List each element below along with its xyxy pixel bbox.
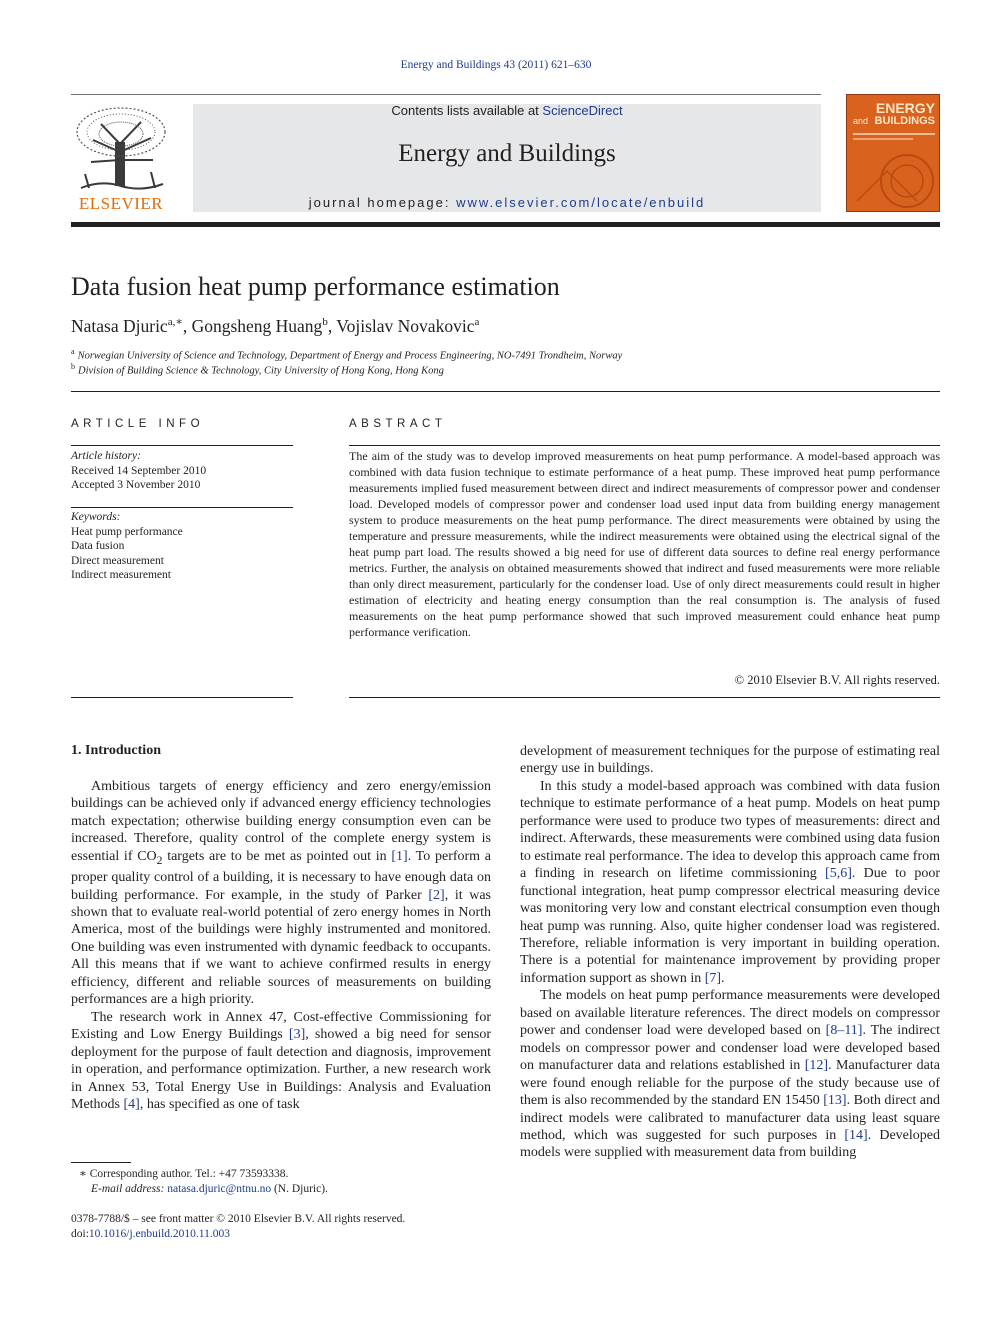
author-separator: , <box>327 315 337 336</box>
cover-word-buildings: BUILDINGS <box>874 115 935 127</box>
citation-link[interactable]: [5,6] <box>825 866 852 882</box>
citation-link[interactable]: [12] <box>804 1058 829 1074</box>
author-name[interactable]: Gongsheng Huang <box>191 315 323 336</box>
author-affil-mark[interactable]: a,∗ <box>167 316 183 328</box>
journal-title: Energy and Buildings <box>398 140 616 167</box>
text-run: . Both direct and indirect models were calibrated to manufacturer data using least square method, which was suggested for such purposes in <box>520 1093 941 1143</box>
author-name[interactable]: Natasa Djuric <box>71 315 168 336</box>
affiliation-text: Norwegian University of Science and Technology, Department of Energy and Process Engineering, NO-7491 Trondheim, Norway <box>77 350 623 362</box>
section-heading-introduction: 1. Introduction <box>71 743 161 758</box>
affiliation <box>71 347 622 362</box>
history-label: Article history: <box>71 450 141 462</box>
paragraph <box>520 987 940 1162</box>
text-run: . Due to poor functional integration, heat pump compressor electrical measuring device was monitoring very low and constant electrical consumption even though heat pump was running. Also, quite higher condenser load was registered. Therefore, reliable information is very important in building operation. There is a potential for maintenance improvement by providing proper information support as shown in <box>520 866 940 986</box>
author-list <box>71 315 479 337</box>
email-suffix: (N. Djuric). <box>271 1183 328 1195</box>
text-run: , it was shown that to evaluate real-world potential of zero energy homes in North America, most of the buildings were highly instrumented and monitored. One building was even instrumented with dynamic feedback to occupants. All this means that if we want to achieve confirmed results in energy efficiency, different and reliable sources of measurements on building performances are a high priority. <box>71 887 491 1008</box>
body-column-right <box>520 743 940 1162</box>
text-run: targets are to be met as pointed out in <box>162 848 392 864</box>
header-bottom-rule <box>71 222 940 227</box>
header-top-rule <box>71 94 821 95</box>
cover-art <box>847 131 940 211</box>
footnote-rule <box>71 1162 131 1163</box>
corresponding-author-note: Corresponding author. Tel.: +47 73593338. <box>89 1168 289 1180</box>
abstract-bottom-rule <box>349 697 940 698</box>
article-info-bottom-rule <box>71 697 293 698</box>
author-affil-mark[interactable]: b <box>322 316 328 328</box>
text-run: In this study a model-based approach was combined with data fusion technique to estimate performance of a heat pump. Models on heat pump performance were used to produce two types of measurements: direct and indirect. Afterwards, these measurements were combined using data fusion to estimate real performance. The idea to develop this approach came from a finding in research on lifetime commissioning <box>520 778 940 882</box>
citation-link[interactable]: [7] <box>704 970 722 986</box>
text-run: The models on heat pump performance measurements were developed based on available literature references. The direct models on compressor power and condenser load were developed based on <box>520 988 940 1039</box>
article-title: Data fusion heat pump performance estimation <box>71 272 560 301</box>
text-run: The research work in Annex 47, Cost-effective Commissioning for Existing and Low Energy Buildings <box>71 1009 491 1043</box>
email-label: E-mail address: <box>91 1183 165 1195</box>
accepted-date: Accepted 3 November 2010 <box>71 479 201 491</box>
paragraph <box>71 1009 491 1114</box>
text-run: . To perform a proper quality control of a building, it is necessary to have enough data on building performance. For example, in the study of Parker <box>71 848 492 903</box>
article-history <box>71 449 293 493</box>
text-run: development of measurement techniques for the purpose of estimating real energy use in buildings. <box>520 744 940 777</box>
paragraph <box>520 778 940 987</box>
elsevier-logo[interactable] <box>71 104 171 214</box>
citation-link[interactable]: [4] <box>123 1096 140 1112</box>
citation-link[interactable]: [14] <box>844 1127 868 1143</box>
subscript: 2 <box>156 853 163 867</box>
keyword: Direct measurement <box>71 554 164 567</box>
email-link[interactable]: natasa.djuric@ntnu.no <box>167 1183 272 1195</box>
cover-word-and: and <box>853 116 869 126</box>
article-info-heading: ARTICLE INFO <box>71 418 205 430</box>
journal-cover-thumbnail[interactable] <box>846 94 940 212</box>
abstract-rule <box>349 445 940 446</box>
footnote-mark: ∗ <box>79 1168 87 1180</box>
keywords-rule <box>71 507 293 508</box>
abstract-text: The aim of the study was to develop improved measurements on heat pump performance. A model-based approach was combined with data fusion technique to estimate performance of a heat pump. These improved heat pump performance measurements implied fused measurement between direct and indirect measurements of compressor power and condenser load. Developed models of compressor power and condenser load used input data from building energy management system to produce measurements on the heat pump performance. The direct measurements were obtained by using the temperature and pressure measurements, while the indirect measurements were obtained using the electrical signal of the heat pump part load. The results showed a big need for use of different data sources to define real energy performance metrics. Further, the analysis on obtained measurements showed that indirect and fused measurements were more reliable than only direct measurement, particularly for the condenser load. Use of only direct measurements could result in higher estimation of electricity and heating energy consumption than the real consumption is. The analysis of fused measurements on the heat pump performance showed that such improved measurement could enhance heat pump performance verification. <box>349 449 940 639</box>
footnote-email-line <box>71 1182 491 1197</box>
sciencedirect-link[interactable]: ScienceDirect <box>542 103 623 118</box>
citation-link[interactable]: [1] <box>391 848 408 864</box>
keywords-block <box>71 510 293 583</box>
doi-link[interactable]: 10.1016/j.enbuild.2010.11.003 <box>88 1228 230 1240</box>
abstract-copyright: © 2010 Elsevier B.V. All rights reserved. <box>734 673 940 687</box>
text-run: , has specified as one of task <box>139 1096 300 1112</box>
text-run: Ambitious targets of energy efficiency and zero energy/emission buildings can be achieved only if advanced energy efficiency technologies match expectation; otherwise building energy consumption even can be increased. Therefore, quality control of the complete energy system is essential if CO <box>71 779 491 864</box>
footnote <box>71 1167 491 1197</box>
text-run: . Developed models were supplied with measurement data from building <box>520 1127 940 1161</box>
paragraph <box>520 743 940 778</box>
issn-line: 0378-7788/$ – see front matter © 2010 Elsevier B.V. All rights reserved. <box>71 1213 406 1225</box>
article-info-rule <box>71 445 293 446</box>
front-matter <box>71 1212 491 1242</box>
tree-icon <box>71 104 171 192</box>
affiliation-mark: b <box>71 362 75 371</box>
keywords-label: Keywords: <box>71 511 121 523</box>
citation-link[interactable]: [8–11] <box>825 1023 863 1039</box>
affiliation-mark: a <box>71 347 75 356</box>
author-separator: , <box>182 315 192 336</box>
cover-word-energy: ENERGY <box>875 100 935 116</box>
keyword: Heat pump performance <box>71 525 183 538</box>
keyword: Indirect measurement <box>71 569 171 581</box>
front-divider <box>71 391 940 392</box>
affiliation-text: Division of Building Science & Technology, City University of Hong Kong, Hong Kong <box>78 365 444 377</box>
citation-link[interactable]: [3] <box>288 1027 306 1043</box>
homepage-link[interactable]: www.elsevier.com/locate/enbuild <box>456 195 706 210</box>
elsevier-wordmark: ELSEVIER <box>78 194 164 213</box>
citation-link[interactable]: [2] <box>428 887 445 903</box>
journal-homepage <box>193 195 821 210</box>
text-run: , showed a big need for sensor deployment for the purpose of fault detection and diagnosis, improvement in operation, and performance optimization. Further, a new research work in Annex 53, Total Energy Use in Buildings: Analysis and Evaluation Methods <box>71 1027 491 1112</box>
affiliation <box>71 362 444 377</box>
citation-link[interactable]: [13] <box>823 1093 847 1109</box>
received-date: Received 14 September 2010 <box>71 464 207 477</box>
doi-label: doi: <box>71 1228 89 1240</box>
author-affil-mark[interactable]: a <box>474 316 480 328</box>
contents-line <box>193 103 821 118</box>
footnote-line <box>71 1167 491 1182</box>
text-run: . The indirect models on compressor power and condenser load were developed based on manufacturer data and relations established in <box>520 1023 940 1074</box>
journal-citation[interactable]: Energy and Buildings 43 (2011) 621–630 <box>400 59 592 71</box>
contents-prefix: Contents lists available at <box>391 103 543 118</box>
doi-line <box>71 1227 491 1242</box>
abstract-heading: ABSTRACT <box>349 418 447 430</box>
body-column-left <box>71 778 491 1113</box>
paragraph <box>71 778 491 1009</box>
homepage-label: journal homepage: <box>308 195 457 210</box>
author-name[interactable]: Vojislav Novakovic <box>336 315 475 336</box>
keyword: Data fusion <box>71 540 125 552</box>
text-run: . Manufacturer data were found enough reliable for the purpose of the study because use of them is also recommended by the standard EN 15450 <box>520 1058 940 1109</box>
text-run: . <box>721 970 725 986</box>
